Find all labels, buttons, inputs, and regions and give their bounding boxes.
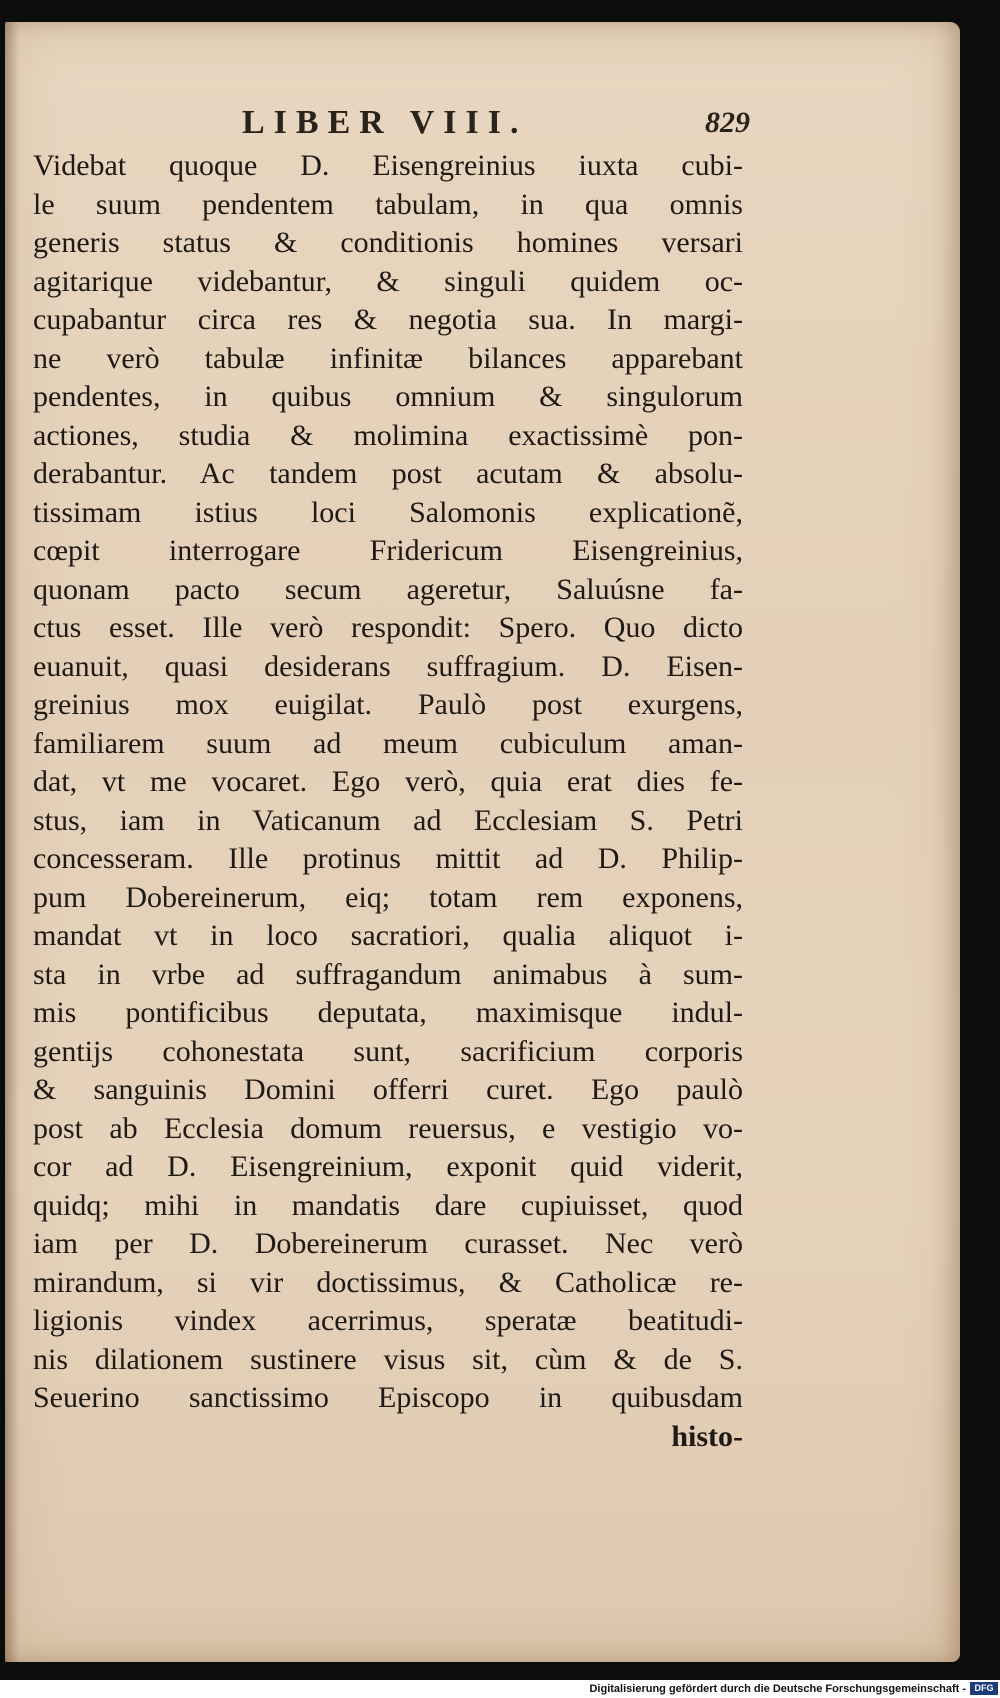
- spine-shadow: [5, 22, 19, 1662]
- text-line: derabantur. Ac tandem post acutam & absolu-: [33, 457, 743, 490]
- text-line: dat, vt me vocaret. Ego verò, quia erat dies fe-: [33, 765, 743, 798]
- text-line: actiones, studia & molimina exactissimè pon-: [33, 418, 743, 452]
- text-line: pum Dobereinerum, eiq; totam rem exponens,: [33, 880, 743, 914]
- text-line: & sanguinis Domini offerri curet. Ego paulò: [33, 1073, 743, 1106]
- text-line: gentijs cohonestata sunt, sacrificium corporis: [33, 1034, 743, 1068]
- text-line: mirandum, si vir doctissimus, & Catholicæ re-: [33, 1265, 743, 1299]
- text-line: greinius mox euigilat. Paulò post exurgens,: [33, 688, 743, 721]
- text-line: quonam pacto secum ageretur, Saluúsne fa-: [33, 572, 743, 606]
- text-line: pendentes, in quibus omnium & singulorum: [33, 380, 743, 413]
- text-line: agitarique videbantur, & singuli quidem oc-: [33, 264, 743, 298]
- body-text: [33, 147, 743, 1456]
- text-line: ctus esset. Ille verò respondit: Spero. Quo dicto: [33, 611, 743, 644]
- running-title: LIBER VIII.: [242, 104, 528, 141]
- text-line: cor ad D. Eisengreinium, exponit quid viderit,: [33, 1150, 743, 1183]
- funding-credit: Digitalisierung gefördert durch die Deutsche Forschungsgemeinschaft -: [589, 1683, 966, 1695]
- text-line: le suum pendentem tabulam, in qua omnis: [33, 187, 743, 221]
- text-line: ne verò tabulæ infinitæ bilances apparebant: [33, 341, 743, 375]
- text-line: familiarem suum ad meum cubiculum aman-: [33, 726, 743, 760]
- text-line: Videbat quoque D. Eisengreinius iuxta cubi-: [33, 149, 743, 182]
- page-header: [30, 100, 750, 150]
- text-line: iam per D. Dobereinerum curasset. Nec verò: [33, 1227, 743, 1260]
- text-line: sta in vrbe ad suffragandum animabus à sum-: [33, 957, 743, 991]
- text-line: mis pontificibus deputata, maximisque indul-: [33, 996, 743, 1029]
- footer-bar: [0, 1680, 1000, 1698]
- text-line: euanuit, quasi desiderans suffragium. D. Eisen-: [33, 649, 743, 683]
- text-line: Seuerino sanctissimo Episcopo in quibusdam: [33, 1381, 743, 1414]
- text-line: stus, iam in Vaticanum ad Ecclesiam S. Petri: [33, 803, 743, 837]
- page-number: 829: [705, 106, 750, 139]
- text-line: tissimam istius loci Salomonis explicationẽ,: [33, 495, 743, 529]
- text-line: quidq; mihi in mandatis dare cupiuisset, quod: [33, 1188, 743, 1222]
- text-line: nis dilationem sustinere visus sit, cùm & de S.: [33, 1342, 743, 1376]
- text-line: histo-: [671, 1419, 743, 1453]
- dfg-logo: DFG: [970, 1682, 998, 1695]
- text-line: concesseram. Ille protinus mittit ad D. Philip-: [33, 842, 743, 875]
- text-line: cœpit interrogare Fridericum Eisengreinius,: [33, 534, 743, 567]
- text-line: post ab Ecclesia domum reuersus, e vestigio vo-: [33, 1111, 743, 1145]
- text-line: mandat vt in loco sacratiori, qualia aliquot i-: [33, 919, 743, 952]
- text-line: cupabantur circa res & negotia sua. In margi-: [33, 303, 743, 336]
- text-line: generis status & conditionis homines versari: [33, 226, 743, 259]
- text-line: ligionis vindex acerrimus, speratæ beatitudi-: [33, 1304, 743, 1337]
